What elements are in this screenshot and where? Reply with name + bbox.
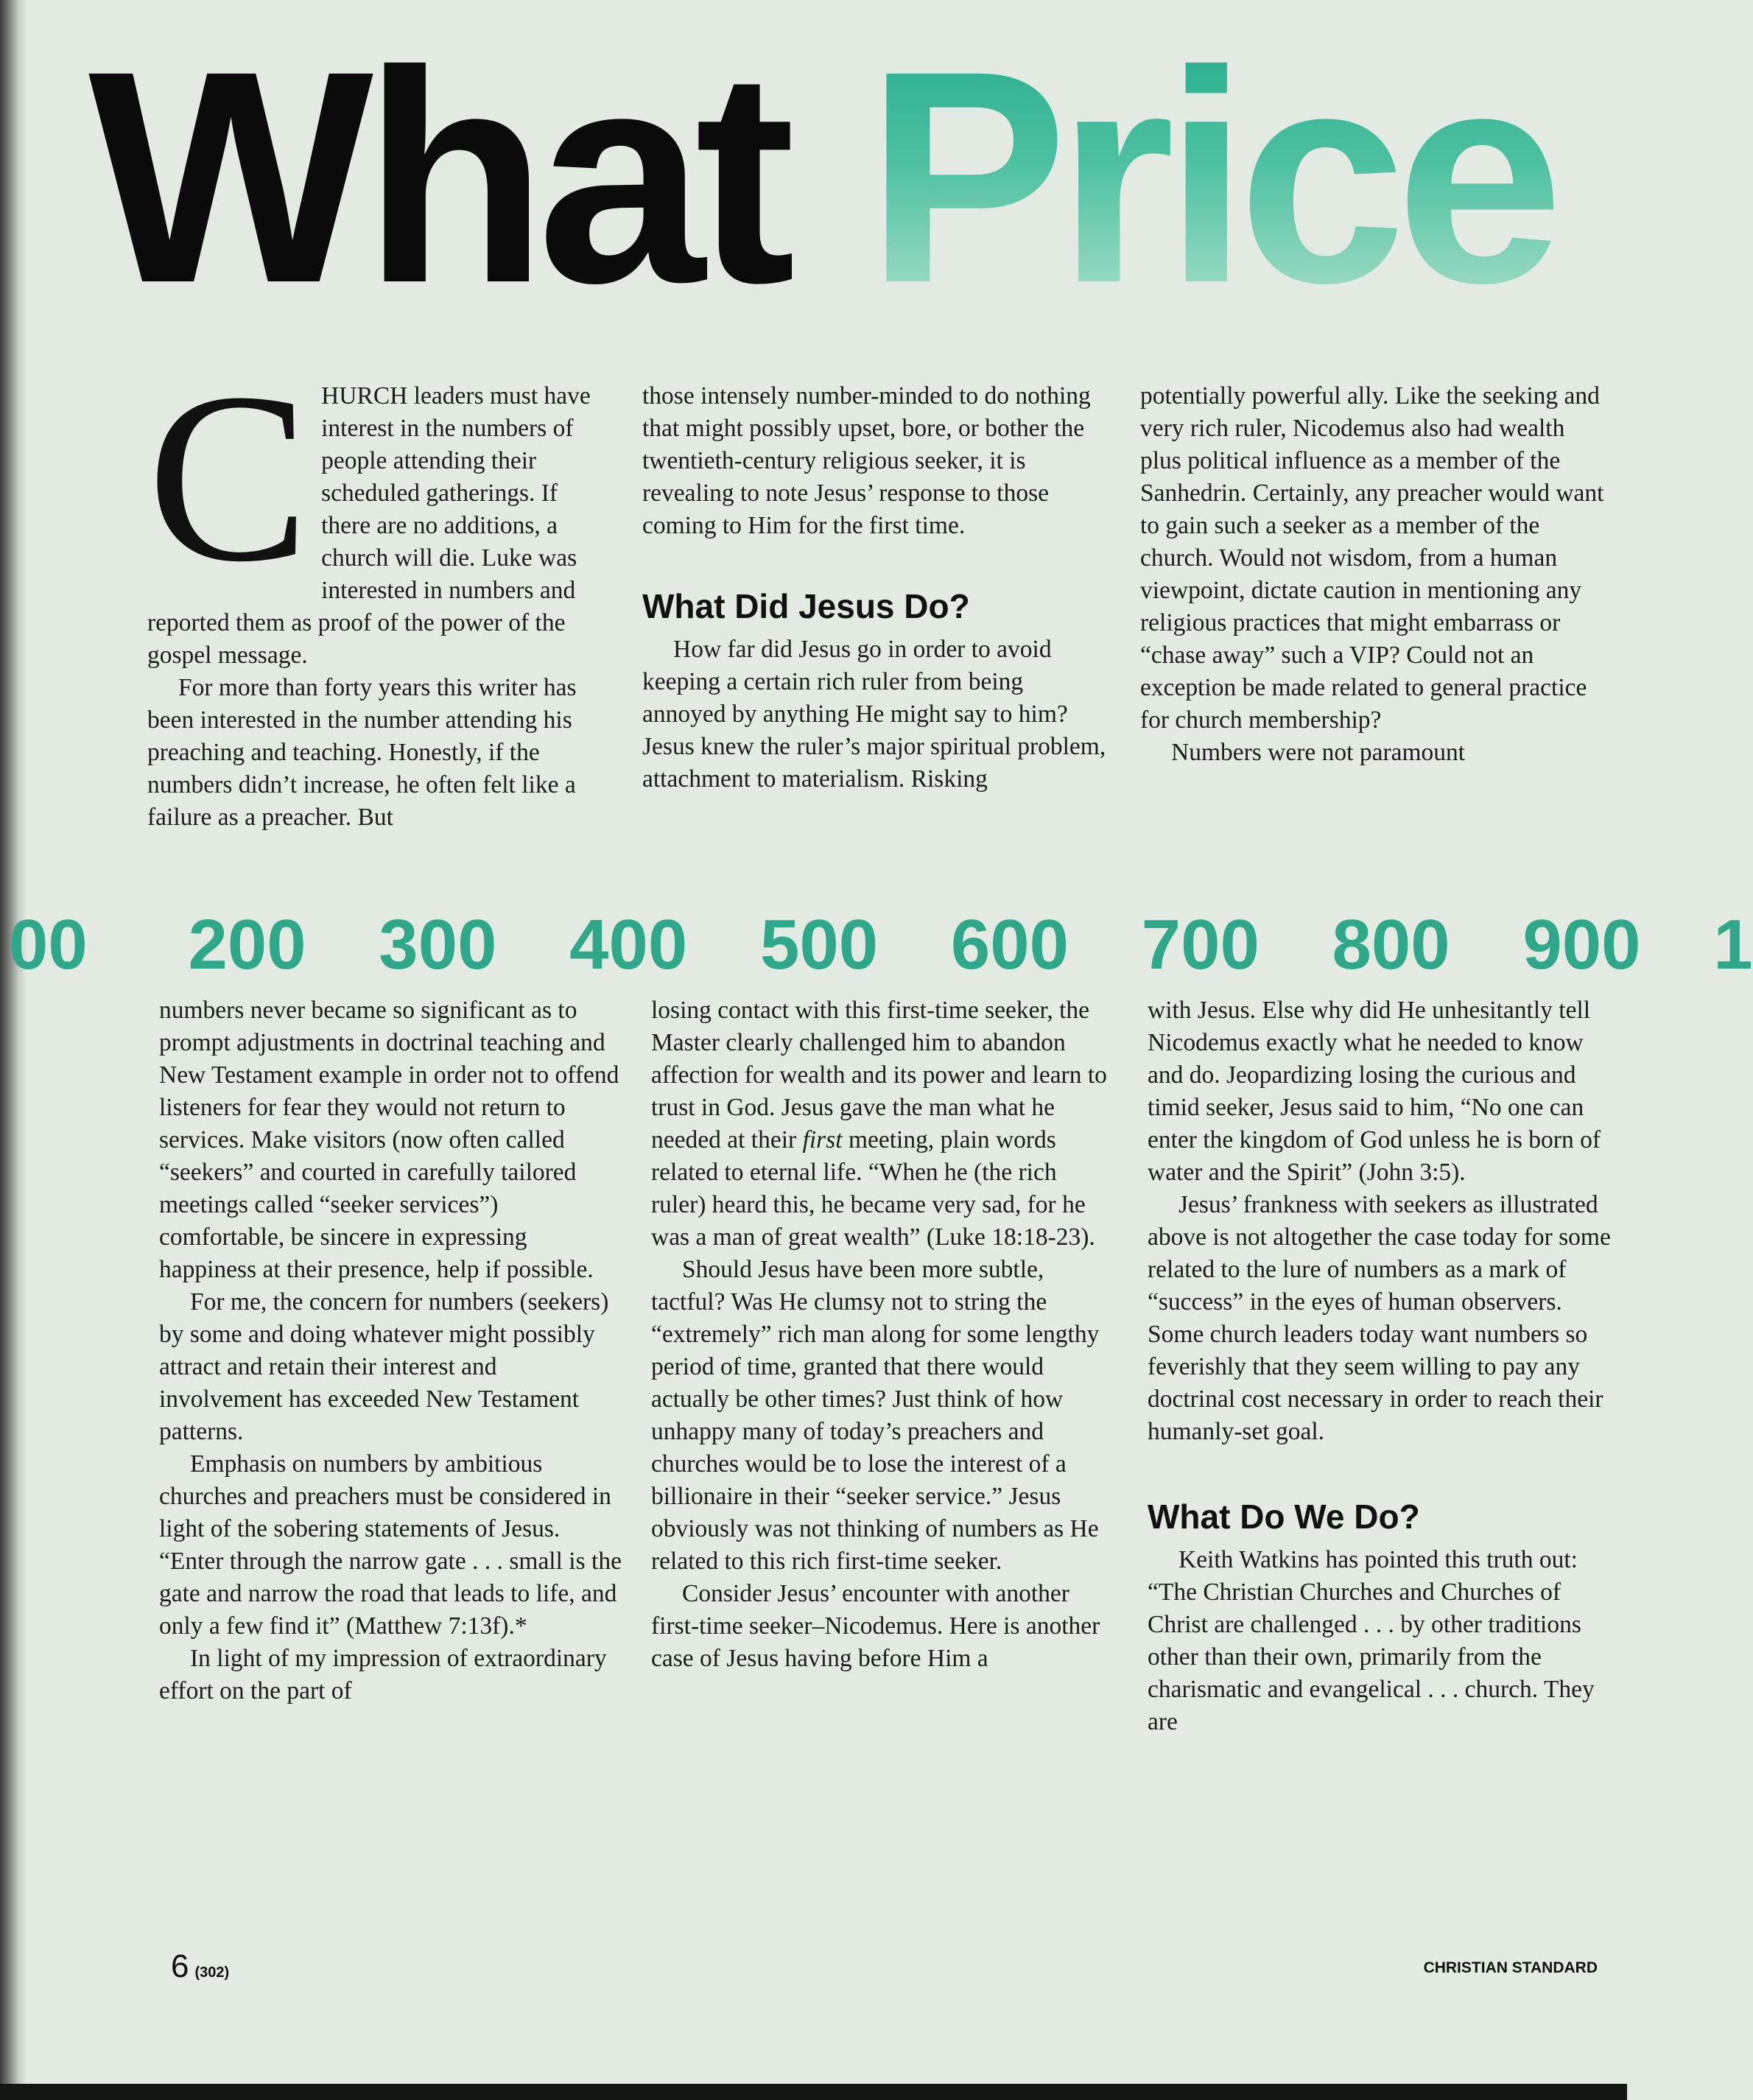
band-number: 900: [1522, 905, 1641, 984]
headline-word-price: Price: [865, 8, 1553, 345]
paragraph: losing contact with this first-time seeker, the Master clearly challenged him to abandon affection for wealth and its power and learn to trust in God. Jesus gave the man what he needed at their first meeting, plain words related to eternal life. “When he (the rich ruler) heard this, he became very sad, for he was a man of great wealth” (Luke 18:18-23).: [651, 997, 1107, 1251]
paragraph: For me, the concern for numbers (seekers) by some and doing whatever might possibly attract and retain their interest and involvement has exceeded New Testament patterns.: [159, 1288, 609, 1445]
band-number: 300: [379, 905, 497, 984]
paragraph: Should Jesus have been more subtle, tactful? Was He clumsy not to string the “extremely” rich man along for some lengthy period of time, granted that there would actually be other times? Just think of how unhappy many of today’s preachers and churches would be to lose the interest of a billionaire in their “seeker service.” Jesus obviously was not thinking of numbers as He related to this rich first-time seeker.: [651, 1256, 1100, 1575]
publication-name: CHRISTIAN STANDARD: [1423, 1959, 1598, 1976]
paragraph: Emphasis on numbers by ambitious churches and preachers must be considered in light of the sobering statements of Jesus. “Enter through the narrow gate . . . small is the gate and narrow the road that leads to life, and only a few find it” (Matthew 7:13f).*: [159, 1450, 622, 1640]
band-number: 500: [759, 905, 879, 984]
page-number-value: 6: [171, 1948, 189, 1984]
paragraph: those intensely number-minded to do nothing that might possibly upset, bore, or bother the twentieth-century religious seeker, it is revealing to note Jesus’ response to those coming to Him for the first time.: [642, 382, 1091, 539]
paragraph: Keith Watkins has pointed this truth out: “The Christian Churches and Churches of Christ are challenged . . . by other traditions other than their own, primarily from the charismatic and evangelical . . . church. They are: [1148, 1546, 1595, 1735]
paragraph: numbers never became so significant as to prompt adjustments in doctrinal teaching and New Testament example in order not to offend listeners for fear they would not return to services. Make visitors (now often called “seekers” and courted in carefully tailored meetings called “seeker services”) comfortable, be sincere in expressing happiness at their presence, help if possible.: [159, 997, 619, 1283]
paragraph: Numbers were not paramount: [1171, 739, 1466, 766]
section-heading-we: What Do We Do?: [1148, 1497, 1420, 1536]
paragraph: Jesus’ frankness with seekers as illustrated above is not altogether the case today for some related to the lure of numbers as a mark of “success” in the eyes of human observers. Some church leaders today want numbers so feverishly that they seem willing to pay any doctrinal cost necessary in order to reach their humanly-set goal.: [1148, 1191, 1611, 1445]
column-2-top: [642, 380, 1106, 796]
section-heading-jesus: What Did Jesus Do?: [642, 587, 970, 625]
band-number: 200: [188, 905, 306, 984]
band-number: 1: [1713, 905, 1753, 984]
page-binding-edge: [0, 0, 27, 2100]
column-3-top: [1140, 380, 1604, 769]
page-bottom-edge: [0, 2084, 1627, 2100]
paragraph: How far did Jesus go in order to avoid keeping a certain rich ruler from being annoyed by anything He might say to him? Jesus knew the ruler’s major spiritual problem, attachment to materialism. Risking: [642, 636, 1106, 793]
band-number: 700: [1141, 905, 1260, 984]
band-number: 800: [1332, 905, 1450, 984]
paragraph: potentially powerful ally. Like the seeking and very rich ruler, Nicodemus also had wealth plus political influence as a member of the Sanhedrin. Certainly, any preacher would want to gain such a seeker as a member of the church. Would not wisdom, from a human viewpoint, dictate caution in mentioning any religious practices that might embarrass or “chase away” such a VIP? Could not an exception be made related to general practice for church membership?: [1140, 382, 1604, 734]
paragraph: For more than forty years this writer has been interested in the number attending his preaching and teaching. Honestly, if the numbers didn’t increase, he often felt like a failure as a preacher. But: [147, 674, 577, 831]
drop-cap: C: [147, 343, 310, 612]
column-2-bottom: [651, 994, 1115, 1675]
paragraph: with Jesus. Else why did He unhesitantly tell Nicodemus exactly what he needed to know and do. Jeopardizing losing the curious and timid seeker, Jesus said to him, “No one can enter the kingdom of God unless he is born of water and the Spirit” (John 3:5).: [1148, 997, 1601, 1186]
band-number: 00: [9, 905, 88, 984]
column-1-top: [147, 343, 611, 834]
numbers-band: [0, 905, 1753, 986]
page-number-sub: (302): [194, 1964, 230, 1981]
band-number: 400: [569, 905, 688, 984]
column-3-bottom: [1148, 994, 1612, 1738]
headline-word-what: What: [88, 8, 785, 345]
paragraph: HURCH leaders must have interest in the numbers of people attending their scheduled gatherings. If there are no additions, a church will die. Luke was interested in numbers and reported them as proof of the power of the gospel message.: [147, 382, 591, 669]
headline: [88, 8, 1627, 345]
column-1-bottom: [159, 994, 623, 1707]
band-number: 600: [950, 905, 1069, 984]
paragraph: Consider Jesus’ encounter with another first-time seeker–Nicodemus. Here is another case of Jesus having before Him a: [651, 1580, 1100, 1672]
emphasis-first: first: [802, 1126, 843, 1153]
paragraph: In light of my impression of extraordinary effort on the part of: [159, 1645, 607, 1704]
page-number: [171, 1948, 229, 1985]
